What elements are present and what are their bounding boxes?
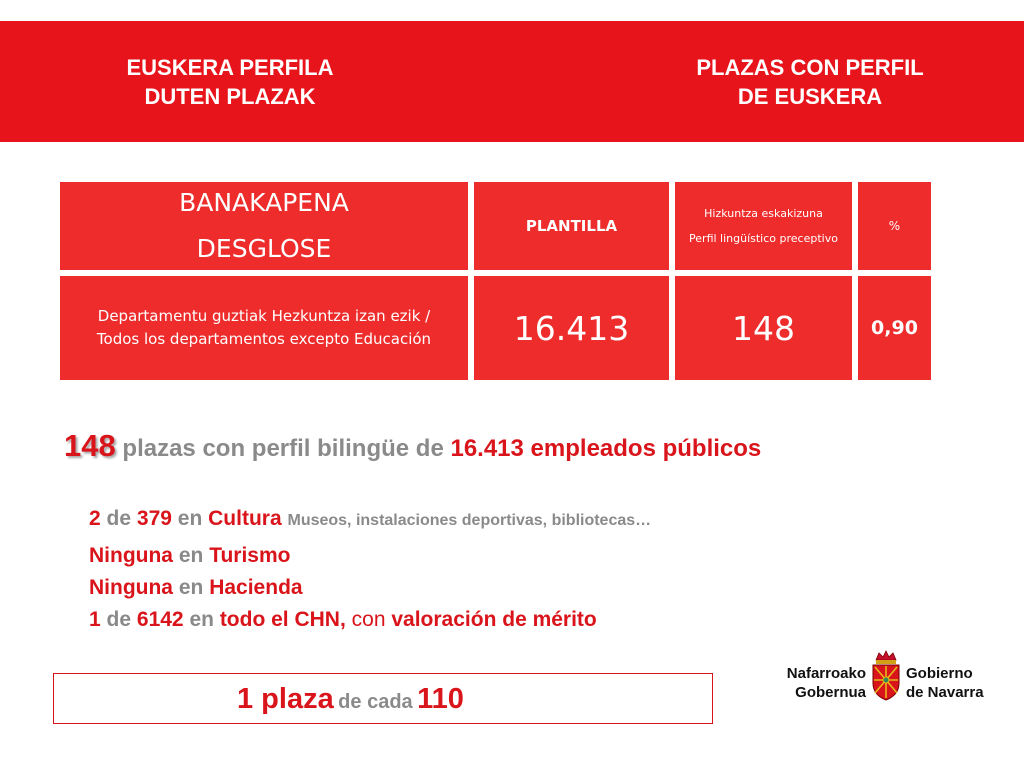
logo-text-spanish: Gobierno de Navarra [906,665,984,701]
header-perfil: Hizkuntza eskakizuna Perfil lingüístico preceptivo [675,182,852,270]
row-percent-value: 0,90 [858,276,931,380]
banner-title-basque: EUSKERA PERFILA DUTEN PLAZAK [126,55,334,109]
header-banner [0,21,1024,142]
row-description: Departamentu guztiak Hezkuntza izan ezik / Todos los departamentos excepto Educación [60,276,468,380]
summary-count: 148 [64,428,116,463]
detail-cultura: 2 de 379 en Cultura Museos, instalaciones deportivas, bibliotecas… [89,507,652,530]
detail-hacienda: Ninguna en Hacienda [89,576,303,599]
header-percent: % [858,182,931,270]
header-desglose: BANAKAPENA DESGLOSE [60,182,468,270]
detail-chn: 1 de 6142 en todo el CHN, con valoración de mérito [89,608,597,631]
summary-text2: empleados públicos [530,435,762,462]
logo-text-basque: Nafarroako Gobernua [786,665,866,701]
row-plantilla-value: 16.413 [474,276,669,380]
detail-turismo: Ninguna en Turismo [89,544,291,567]
ratio-text: 1 plaza de cada 110 [237,683,464,715]
navarra-coat-of-arms-icon [870,650,902,702]
summary-text1: plazas con perfil bilingüe de [122,435,444,462]
banner-title-spanish: PLAZAS CON PERFIL DE EUSKERA [696,55,924,109]
summary-line [64,428,761,464]
row-perfil-value: 148 [675,276,852,380]
header-plantilla: PLANTILLA [474,182,669,270]
summary-total: 16.413 [450,435,524,462]
